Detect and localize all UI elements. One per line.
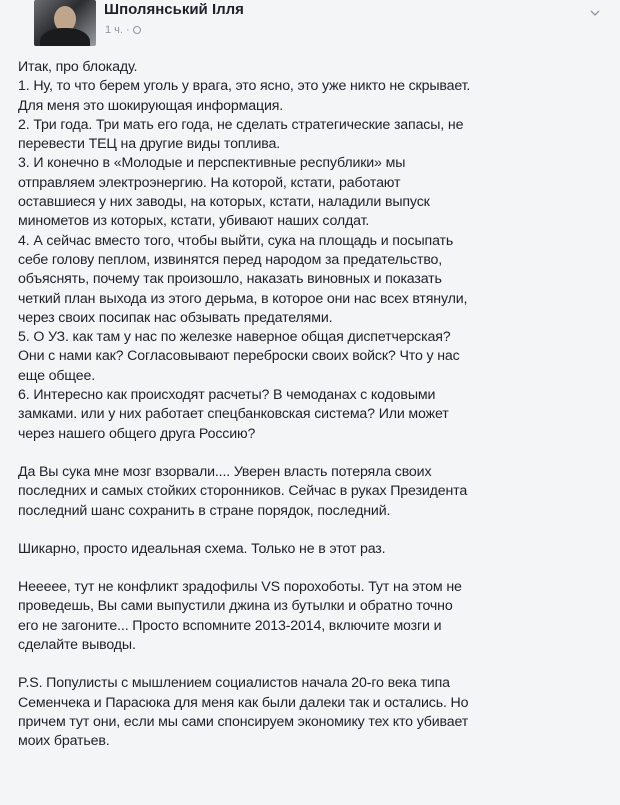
post-paragraph xyxy=(18,463,606,521)
post-meta xyxy=(105,24,141,36)
text-line: P.S. Популисты с мышлением социалистов начала 20-го века типа xyxy=(18,675,450,692)
text-line: через своих посипак нас обзывать предателями. xyxy=(18,309,333,326)
author-name[interactable]: Шполянський Ілля xyxy=(104,1,244,18)
post-text xyxy=(18,58,606,752)
text-line: четкий план выхода из этого дерьма, в которое они нас всех втянули, xyxy=(18,290,468,307)
text-line: Семенчека и Парасюка для меня как были далеки так и остались. Но xyxy=(18,694,469,711)
text-line: Да Вы сука мне мозг взорвали.... Уверен власть потеряла своих xyxy=(18,463,432,480)
text-line: отправляем электроэнергию. На которой, кстати, работают xyxy=(18,174,401,191)
text-line: 2. Три года. Три мать его года, не сделать стратегические запасы, не xyxy=(18,116,464,133)
text-line: 1. Ну, то что берем уголь у врага, это ясно, это уже никто не скрывает. xyxy=(18,78,471,95)
globe-icon xyxy=(133,26,141,34)
post-paragraph xyxy=(18,578,606,655)
post-header xyxy=(16,0,608,50)
avatar-shoulders xyxy=(40,28,90,46)
text-line: через нашего общего друга Россию? xyxy=(18,425,256,442)
text-line: сделайте выводы. xyxy=(18,637,136,654)
text-line: последних и самых стойких сторонников. Сейчас в руках Президента xyxy=(18,483,468,500)
text-line: последний шанс сохранить в стране порядок, последний. xyxy=(18,502,391,519)
text-line: Неееее, тут не конфликт зрадофилы VS порохоботы. Тут на этом не xyxy=(18,579,462,596)
text-line: моих братьев. xyxy=(18,733,110,750)
text-line: еще общее. xyxy=(18,367,95,384)
text-line: замками. или у них работает спецбанковская система? Или может xyxy=(18,406,449,423)
text-line: Шикарно, просто идеальная схема. Только не в этот раз. xyxy=(18,540,386,557)
paragraph-gap xyxy=(18,444,606,463)
text-line: Они с нами как? Согласовывают переброски своих войск? Что у нас xyxy=(18,348,460,365)
text-line: Для меня это шокирующая информация. xyxy=(18,97,284,114)
text-line: его не загоните... Просто вспомните 2013-2014, включите мозги и xyxy=(18,617,442,634)
chevron-down-icon[interactable] xyxy=(590,8,600,18)
paragraph-gap xyxy=(18,521,606,540)
post-paragraph xyxy=(18,58,606,444)
text-line: Итак, про блокаду. xyxy=(18,59,138,75)
text-line: себе голову пеплом, извинятся перед народом за предательство, xyxy=(18,251,443,268)
text-line: 6. Интересно как происходят расчеты? В чемоданах с кодовыми xyxy=(18,387,436,404)
paragraph-gap xyxy=(18,559,606,578)
post-paragraph xyxy=(18,540,606,559)
text-line: 3. И конечно в «Молодые и перспективные республики» мы xyxy=(18,155,406,172)
paragraph-gap xyxy=(18,655,606,674)
post-timestamp[interactable]: 1 ч. · xyxy=(105,24,130,36)
text-line: оставшиеся у них заводы, на которых, кстати, наладили выпуск xyxy=(18,194,430,211)
author-avatar[interactable] xyxy=(34,0,96,46)
post-paragraph xyxy=(18,674,606,751)
text-line: причем тут они, если мы сами спонсируем экономику тех кто убивает xyxy=(18,713,469,730)
text-line: объяснять, почему так произошло, наказать виновных и показать xyxy=(18,271,442,288)
text-line: проведешь, Вы сами выпустили джина из бутылки и обратно точно xyxy=(18,598,453,615)
text-line: 4. А сейчас вместо того, чтобы выйти, сука на площадь и посыпать xyxy=(18,232,454,249)
text-line: перевести ТЕЦ на другие виды топлива. xyxy=(18,136,281,153)
text-line: 5. О УЗ. как там у нас по железке наверное общая диспетчерская? xyxy=(18,329,451,346)
text-line: минометов из которых, кстати, убивают наших солдат. xyxy=(18,213,370,230)
